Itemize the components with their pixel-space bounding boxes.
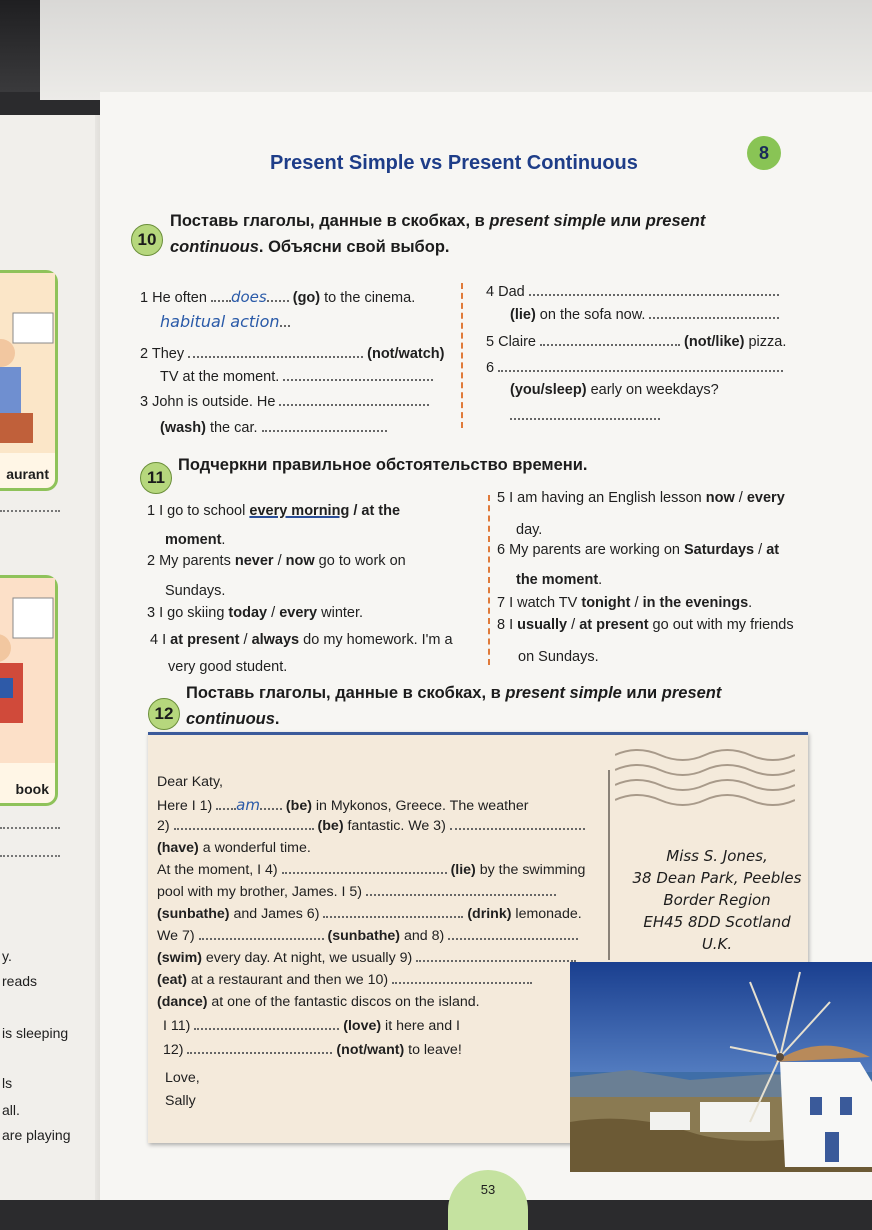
item-text: 2 They bbox=[140, 346, 185, 362]
item-text: 7 I watch TV bbox=[497, 595, 582, 611]
ex11-item-4-cont: very good student. bbox=[168, 659, 288, 675]
item-text: 1 He often bbox=[140, 290, 207, 306]
verb-cue: (not/watch) bbox=[367, 346, 445, 362]
verb-cue: (be) bbox=[317, 818, 344, 834]
item-text: / bbox=[754, 542, 767, 558]
pc-text: lemonade. bbox=[511, 906, 582, 922]
pc-text: every day. At night, we usually 9) bbox=[201, 950, 413, 966]
left-text: ls bbox=[2, 1075, 13, 1091]
choice[interactable]: always bbox=[251, 632, 300, 648]
pc-text: at a restaurant and then we 10) bbox=[186, 972, 389, 988]
blank[interactable] bbox=[216, 807, 236, 810]
pc-text: 2) bbox=[157, 818, 170, 834]
left-card-book bbox=[0, 575, 58, 806]
blank[interactable] bbox=[448, 937, 578, 940]
pc-text: We 7) bbox=[157, 928, 195, 944]
ex11-item-8 bbox=[497, 617, 794, 633]
exercise-number: 11 bbox=[140, 462, 172, 494]
verb-cue: (go) bbox=[292, 290, 321, 306]
instr-text: или bbox=[621, 684, 662, 702]
postcard-line bbox=[157, 972, 532, 988]
ex11-item-6-cont bbox=[516, 572, 602, 588]
item-text: 5 I am having an English lesson bbox=[497, 490, 706, 506]
choice[interactable]: at present bbox=[170, 632, 240, 648]
pc-text: to leave! bbox=[404, 1042, 462, 1058]
column-divider bbox=[461, 283, 463, 428]
blank[interactable] bbox=[540, 343, 680, 346]
ex11-item-8-cont: on Sundays. bbox=[518, 649, 599, 665]
left-text: reads bbox=[2, 973, 38, 989]
pc-text: it here and I bbox=[381, 1018, 460, 1034]
left-card-label: book bbox=[15, 781, 49, 797]
postcard-line: Dear Katy, bbox=[157, 774, 223, 790]
postcard-line bbox=[163, 1018, 460, 1034]
item-text: . bbox=[221, 532, 226, 548]
left-text: all. bbox=[2, 1102, 20, 1118]
verb-cue: (sunbathe) bbox=[157, 906, 230, 922]
blank[interactable] bbox=[194, 1027, 339, 1030]
blank[interactable] bbox=[262, 429, 387, 432]
reading-illustration-icon bbox=[0, 578, 55, 763]
instr-text: Поставь глаголы, данные в скобках, в bbox=[170, 212, 490, 230]
verb-cue: (lie) bbox=[510, 307, 536, 323]
choice[interactable]: now bbox=[285, 553, 315, 569]
ex11-item-4 bbox=[150, 632, 453, 648]
left-card-restaurant bbox=[0, 270, 58, 491]
item-text: 8 I bbox=[497, 617, 518, 633]
column-divider bbox=[488, 495, 490, 665]
ex11-item-5-cont: day. bbox=[516, 522, 543, 538]
underlined-choice[interactable]: every morning bbox=[249, 503, 350, 519]
verb-cue: (not/want) bbox=[336, 1042, 405, 1058]
left-text: are playing bbox=[2, 1127, 71, 1143]
exercise-number: 12 bbox=[148, 698, 180, 730]
blank[interactable] bbox=[211, 299, 231, 302]
blank[interactable] bbox=[267, 299, 289, 302]
pc-text: and James 6) bbox=[229, 906, 320, 922]
choice[interactable]: moment bbox=[165, 532, 222, 548]
verb-cue: (have) bbox=[157, 840, 199, 856]
restaurant-illustration-icon bbox=[0, 273, 55, 453]
handwritten-answer: am bbox=[236, 796, 260, 814]
verb-cue: (you/sleep) bbox=[510, 382, 587, 398]
ex10-item-1 bbox=[140, 288, 415, 306]
verb-cue: (drink) bbox=[467, 906, 512, 922]
exercise-number: 10 bbox=[131, 224, 163, 256]
ex10-item-2-cont bbox=[160, 369, 433, 385]
verb-cue: (lie) bbox=[450, 862, 476, 878]
windmill-photo bbox=[570, 962, 872, 1172]
postcard-line: Sally bbox=[165, 1093, 196, 1109]
verb-cue: (sunbathe) bbox=[327, 928, 401, 944]
item-text: winter. bbox=[317, 605, 364, 621]
choice[interactable]: never bbox=[234, 553, 274, 569]
postcard-line bbox=[157, 950, 576, 966]
postcard-line bbox=[157, 796, 529, 814]
pc-text: a wonderful time. bbox=[198, 840, 311, 856]
postcard-line bbox=[157, 862, 585, 878]
address-line: 38 Dean Park, Peebles bbox=[632, 869, 802, 887]
page-title: Present Simple vs Present Continuous bbox=[270, 152, 638, 174]
ex10-item-3 bbox=[140, 394, 429, 410]
ex11-item-3 bbox=[147, 605, 363, 621]
item-text: . bbox=[598, 572, 603, 588]
item-text: 6 My parents are working on bbox=[497, 542, 684, 558]
postcard-line bbox=[157, 994, 480, 1010]
item-text: 3 I go skiing bbox=[147, 605, 229, 621]
pc-text: 12) bbox=[163, 1042, 184, 1058]
item-text: pizza. bbox=[744, 334, 787, 350]
postcard-address bbox=[622, 845, 812, 955]
handwritten-answer: habitual action bbox=[160, 312, 280, 331]
left-dots bbox=[0, 510, 60, 512]
pc-text: at one of the fantastic discos on the island. bbox=[207, 994, 480, 1010]
choice[interactable]: tonight bbox=[581, 595, 631, 611]
postcard-line: Love, bbox=[165, 1070, 200, 1086]
ex10-item-6-blank bbox=[510, 408, 660, 424]
instr-text: . bbox=[274, 710, 280, 728]
instr-italic: present simple bbox=[489, 212, 606, 230]
pc-text: pool with my brother, James. I 5) bbox=[157, 884, 363, 900]
pc-text: I 11) bbox=[163, 1018, 191, 1034]
ex11-item-6 bbox=[497, 542, 779, 558]
choice[interactable]: today bbox=[228, 605, 268, 621]
ex10-item-6 bbox=[486, 360, 783, 376]
choice[interactable]: / at the bbox=[349, 503, 401, 519]
item-text: 5 Claire bbox=[486, 334, 536, 350]
instr-text: Поставь глаголы, данные в скобках, в bbox=[186, 684, 506, 702]
ex11-item-2 bbox=[147, 553, 406, 569]
item-text: on the sofa now. bbox=[535, 307, 646, 323]
windmill-icon bbox=[570, 962, 872, 1172]
left-dots bbox=[0, 855, 60, 857]
verb-cue: (dance) bbox=[157, 994, 208, 1010]
item-text: go to work on bbox=[314, 553, 406, 569]
choice[interactable]: the moment bbox=[516, 572, 599, 588]
ex11-item-1 bbox=[147, 503, 400, 519]
postcard-line bbox=[157, 928, 578, 944]
choice[interactable]: at bbox=[766, 542, 780, 558]
address-line: EH45 8DD Scotland bbox=[643, 913, 791, 931]
ex10-item-4 bbox=[486, 284, 779, 300]
verb-cue: (not/like) bbox=[684, 334, 745, 350]
pc-text: At the moment, I 4) bbox=[157, 862, 278, 878]
choice[interactable]: Saturdays bbox=[683, 542, 755, 558]
blank[interactable] bbox=[188, 355, 363, 358]
verb-cue: (swim) bbox=[157, 950, 202, 966]
postcard-divider bbox=[608, 770, 610, 960]
page-number: 53 bbox=[480, 1182, 496, 1197]
item-text: 4 Dad bbox=[486, 284, 525, 300]
postcard-line bbox=[157, 884, 556, 900]
ex11-item-1-cont bbox=[165, 532, 225, 548]
address-line: Miss S. Jones, bbox=[666, 847, 768, 865]
ex10-item-1-reason bbox=[160, 312, 290, 331]
blank[interactable] bbox=[280, 324, 290, 327]
blank[interactable] bbox=[283, 378, 433, 381]
pc-text: by the swimming bbox=[475, 862, 586, 878]
handwritten-answer: does bbox=[230, 288, 267, 306]
item-text: the car. bbox=[205, 420, 258, 436]
item-text: 2 My parents bbox=[147, 553, 235, 569]
blank[interactable] bbox=[282, 871, 447, 874]
blank[interactable] bbox=[392, 981, 532, 984]
exercise-instruction bbox=[170, 208, 780, 260]
item-text: . bbox=[748, 595, 753, 611]
pc-text: Here I 1) bbox=[157, 798, 213, 814]
ex10-item-4-cont bbox=[510, 307, 779, 323]
postcard-line bbox=[157, 906, 582, 922]
item-text: early on weekdays? bbox=[586, 382, 719, 398]
item-text: to the cinema. bbox=[320, 290, 416, 306]
blank[interactable] bbox=[279, 403, 429, 406]
choice[interactable]: usually bbox=[517, 617, 568, 633]
item-text: 1 I go to school bbox=[147, 503, 250, 519]
verb-cue: (wash) bbox=[160, 420, 206, 436]
verb-cue: (be) bbox=[285, 798, 312, 814]
item-text: go out with my friends bbox=[648, 617, 794, 633]
blank[interactable] bbox=[649, 316, 779, 319]
unit-badge: 8 bbox=[747, 136, 781, 170]
exercise-instruction: Подчеркни правильное обстоятельство времени. bbox=[178, 456, 588, 474]
background-paper-edge bbox=[40, 0, 872, 100]
verb-cue: (eat) bbox=[157, 972, 187, 988]
blank[interactable] bbox=[187, 1051, 332, 1054]
item-text: / bbox=[630, 595, 643, 611]
exercise-instruction bbox=[186, 680, 796, 732]
item-text: 4 I bbox=[150, 632, 171, 648]
address-line: U.K. bbox=[701, 935, 733, 953]
blank[interactable] bbox=[510, 417, 660, 420]
choice[interactable]: every bbox=[746, 490, 785, 506]
ex11-item-7 bbox=[497, 595, 752, 611]
left-text: is sleeping bbox=[2, 1025, 69, 1041]
choice[interactable]: at present bbox=[579, 617, 649, 633]
instr-text: или bbox=[605, 212, 646, 230]
postcard-line bbox=[157, 818, 585, 834]
instr-text: . Объясни свой выбор. bbox=[258, 238, 450, 256]
postcard-line bbox=[163, 1042, 462, 1058]
blank[interactable] bbox=[260, 807, 282, 810]
ex10-item-5 bbox=[486, 334, 786, 350]
blank[interactable] bbox=[498, 369, 783, 372]
instr-italic: present bbox=[661, 684, 722, 702]
item-text: do my homework. I'm a bbox=[299, 632, 453, 648]
item-text: TV at the moment. bbox=[160, 369, 280, 385]
left-dots bbox=[0, 827, 60, 829]
ex10-item-6-cont bbox=[510, 382, 719, 398]
ex11-item-5 bbox=[497, 490, 785, 506]
instr-italic: present continuous bbox=[170, 212, 706, 256]
postmark-wavy-lines-icon bbox=[615, 740, 795, 810]
blank[interactable] bbox=[366, 893, 556, 896]
choice[interactable]: every bbox=[279, 605, 318, 621]
item-text: 3 John is outside. He bbox=[140, 394, 276, 410]
item-text: / bbox=[267, 605, 280, 621]
blank[interactable] bbox=[174, 827, 314, 830]
pc-text: and 8) bbox=[400, 928, 445, 944]
choice[interactable]: in the evenings bbox=[642, 595, 749, 611]
item-text: / bbox=[239, 632, 252, 648]
instr-italic: continuous bbox=[186, 710, 275, 728]
ex10-item-3-cont bbox=[160, 420, 387, 436]
blank[interactable] bbox=[529, 293, 779, 296]
address-line: Border Region bbox=[663, 891, 771, 909]
pc-text: in Mykonos, Greece. The weather bbox=[311, 798, 529, 814]
choice[interactable]: now bbox=[705, 490, 735, 506]
blank[interactable] bbox=[450, 827, 585, 830]
ex10-item-2 bbox=[140, 346, 444, 362]
left-text: y. bbox=[2, 948, 12, 964]
instr-italic: present simple bbox=[505, 684, 622, 702]
postcard-line bbox=[157, 840, 311, 856]
item-text: / bbox=[567, 617, 580, 633]
blank[interactable] bbox=[416, 959, 576, 962]
item-text: / bbox=[734, 490, 747, 506]
blank[interactable] bbox=[199, 937, 324, 940]
verb-cue: (love) bbox=[343, 1018, 382, 1034]
item-text: 6 bbox=[486, 360, 495, 376]
pc-text: fantastic. We 3) bbox=[343, 818, 446, 834]
item-text: / bbox=[273, 553, 286, 569]
blank[interactable] bbox=[323, 915, 463, 918]
left-card-label: aurant bbox=[6, 466, 49, 482]
ex11-item-2-cont: Sundays. bbox=[165, 583, 226, 599]
